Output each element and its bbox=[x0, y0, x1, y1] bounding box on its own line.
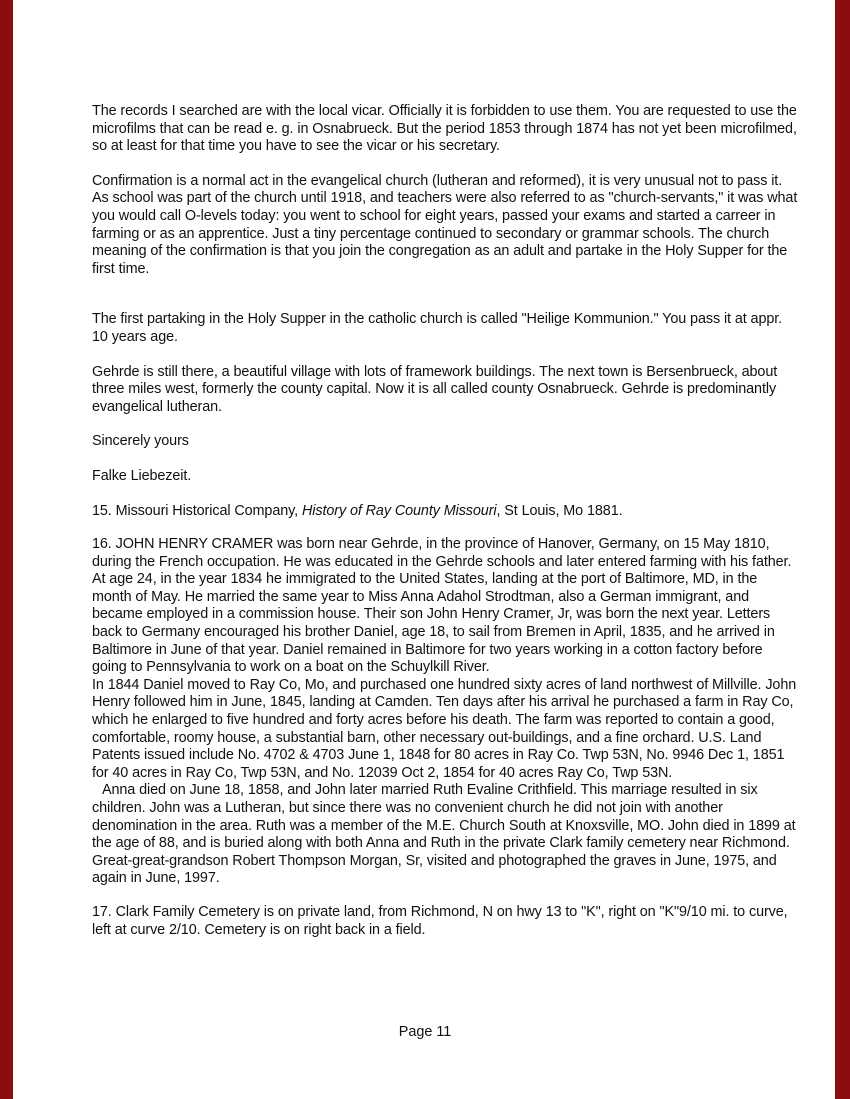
footnote-15-suffix: , St Louis, Mo 1881. bbox=[496, 502, 623, 519]
signature-name: Falke Liebezeit. bbox=[92, 467, 192, 484]
paragraph-confirmation: Confirmation is a normal act in the evangelical church (lutheran and reformed), it is very unusual not to pass it. As school was part of the church until 1918, and teachers were also referred to as "church-servants," it was what you would call O-levels today: you went to school for eight years, passed your exams and started a carreer in farming or as an apprentice. Just a tiny percentage continued to secondary or grammar schools. The church meaning of the confirmation is that you join the congregation as an adult and partake in the Holy Supper for the first time. bbox=[92, 172, 798, 277]
footnote-15-prefix: 15. Missouri Historical Company, bbox=[92, 502, 302, 519]
footnote-15-title: History of Ray County Missouri bbox=[301, 502, 497, 519]
footnote-15 bbox=[92, 503, 800, 521]
page-number: Page 11 bbox=[398, 1024, 452, 1040]
footnote-17: 17. Clark Family Cemetery is on private land, from Richmond, N on hwy 13 to "K", right on "K"9/10 mi. to curve, left at curve 2/10. Cemetery is on right back in a field. bbox=[92, 903, 788, 938]
paragraph-gehrde: Gehrde is still there, a beautiful village with lots of framework buildings. The next town is Bersenbrueck, about three miles west, formerly the county capital. Now it is all called county Osnabrueck. Gehrde is predominantly evangelical lutheran. bbox=[92, 363, 778, 415]
footnote-16-part-1: 16. JOHN HENRY CRAMER was born near Gehrde, in the province of Hanover, Germany, on 15 May 1810, during the French occupation. He was educated in the Gehrde schools and later entered farming with his father. At age 24, in the year 1834 he immigrated to the United States, landing at the port of Baltimore, MD, in the month of May. He married the same year to Miss Anna Adahol Strodtman, also a German immigrant, and became employed in a commission house. Their son John Henry Cramer, Jr, was born the next year. Letters back to Germany encouraged his brother Daniel, age 18, to sail from Bremen in April, 1835, and he arrived in Baltimore in June of that year. Daniel remained in Baltimore for two years working in a cotton factory before going to Pennsylvania to work on a boat on the Schuylkill River. bbox=[92, 536, 792, 676]
paragraph-holy-supper: The first partaking in the Holy Supper in the catholic church is called "Heilige Kommunion." You pass it at appr. 10 years age. bbox=[92, 311, 783, 345]
page-border-left bbox=[0, 0, 13, 1099]
footnote-16-part-2: In 1844 Daniel moved to Ray Co, Mo, and purchased one hundred sixty acres of land northwest of Millville. John Henry followed him in June, 1845, landing at Camden. Ten days after his arrival he purchased a farm in Ray Co, which he enlarged to five hundred and forty acres before his death. The farm was reported to contain a good, comfortable, roomy house, a substantial barn, other necessary out-buildings, and a fine orchard. U.S. Land Patents issued include No. 4702 & 4703 June 1, 1848 for 80 acres in Ray Co. Twp 53N, No. 9946 Dec 1, 1851 for 40 acres in Ray Co, Twp 53N, and No. 12039 Oct 2, 1854 for 40 acres Ray Co, Twp 53N. bbox=[92, 676, 797, 781]
document-body bbox=[92, 103, 800, 939]
paragraph-records: The records I searched are with the local vicar. Officially it is forbidden to use them. You are requested to use the microfilms that can be read e. g. in Osnabrueck. But the period 1853 through 1874 has not yet been microfilmed, so at least for that time you have to see the vicar or his secretary. bbox=[92, 103, 797, 155]
footnote-16-part-3: Anna died on June 18, 1858, and John later married Ruth Evaline Crithfield. This marriage resulted in six children. John was a Lutheran, but since there was no convenient church he did not join with another denomination in the area. Ruth was a member of the M.E. Church South at Knoxsville, MO. John died in 1899 at the age of 88, and is buried along with both Anna and Ruth in the private Clark family cemetery near Richmond. Great-great-grandson Robert Thompson Morgan, Sr, visited and photographed the graves in June, 1975, and again in June, 1997. bbox=[92, 782, 796, 887]
page-border-right bbox=[835, 0, 850, 1099]
closing-salutation: Sincerely yours bbox=[92, 433, 189, 450]
